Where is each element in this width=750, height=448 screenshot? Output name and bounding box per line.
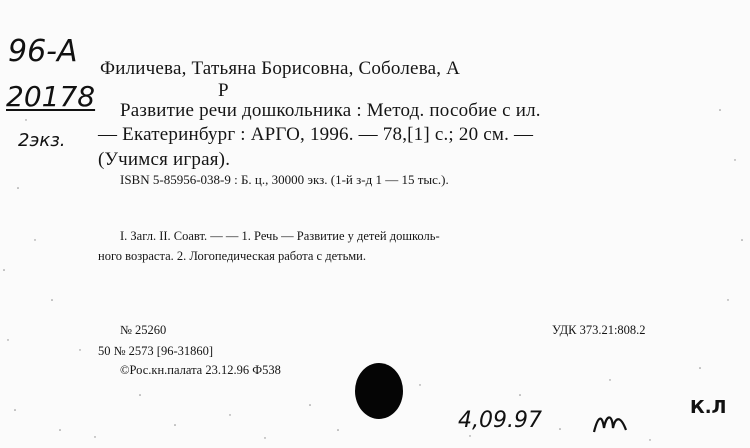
handwritten-code: 96-A [8,34,78,69]
title-line-1: Развитие речи дошкольника : Метод. пособие с ил. [120,100,541,121]
subjects-line-1: I. Загл. II. Соавт. — — 1. Речь — Развитие у детей дошколь- [120,229,440,243]
title-line-3: (Учимся играя). [98,149,231,170]
handwritten-date: 4,09.97 [458,408,542,433]
punch-hole [355,363,403,419]
title-line-2: — Екатеринбург : АРГО, 1996. — 78,[1] с.; 20 см. — [98,124,534,145]
authors-line-continuation: Р [218,80,229,101]
handwritten-number: 20178 [6,80,96,113]
order-number: 50 № 2573 [96-31860] [98,344,214,358]
handwritten-copies: 2экз. [18,130,66,151]
isbn-line: ISBN 5-85956-038-9 : Б. ц., 30000 экз. (1-й з-д 1 — 15 тыс.). [120,172,449,187]
record-number: № 25260 [120,323,167,337]
subjects-line-2: ного возраста. 2. Логопедическая работа с детьми. [98,249,366,263]
handwritten-initials: К.Л [690,397,727,418]
udk-classification: УДК 373.21:808.2 [552,323,646,337]
book-chamber-line: ©Рос.кн.палата 23.12.96 Ф538 [120,363,281,377]
authors-line: Филичева, Татьяна Борисовна, Соболева, А [100,58,461,79]
signature-scribble [590,408,630,438]
